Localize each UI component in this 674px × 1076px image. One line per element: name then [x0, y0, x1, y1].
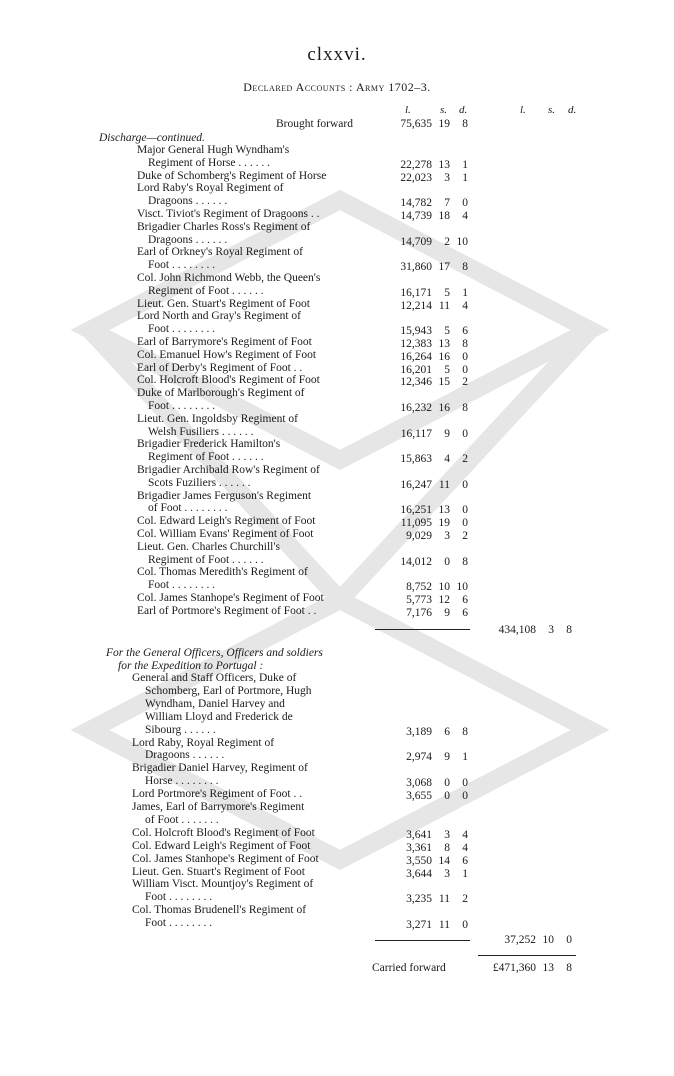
row-amount-l: 3,235 — [406, 893, 432, 906]
row-amount-d: 6 — [462, 594, 468, 606]
row-amount-s: 0 — [444, 790, 450, 803]
row-amount-d: 8 — [462, 338, 468, 350]
row-amount-s: 16 — [438, 402, 450, 414]
row-amount-l: 3,361 — [406, 841, 432, 854]
row-amount-s: 5 — [444, 286, 450, 299]
row-label-line: Col. Edward Leigh's Regiment of Foot — [132, 839, 311, 852]
row-label-line: of Foot . . . . . . . — [145, 813, 219, 826]
row-amount-d: 1 — [462, 286, 468, 299]
section1-total-s: 3 — [548, 624, 554, 636]
row-amount-s: 14 — [438, 854, 450, 867]
row-amount-d: 0 — [462, 504, 468, 517]
row-amount-d: 0 — [462, 517, 468, 530]
row-amount-s: 3 — [444, 171, 450, 184]
row-amount-l: 22,023 — [400, 171, 432, 184]
column-header-l2: l. — [520, 104, 526, 116]
row-amount-l: 2,974 — [406, 751, 432, 764]
row-amount-s: 5 — [444, 325, 450, 338]
row-label-line: Regiment of Foot . . . . . . — [148, 284, 264, 297]
row-label-line: Regiment of Foot . . . . . . — [148, 451, 264, 464]
brought-forward-l: 75,635 — [400, 118, 432, 130]
row-label-line: Brigadier James Ferguson's Regiment — [137, 489, 312, 502]
row-amount-d: 0 — [462, 197, 468, 210]
row-amount-d: 8 — [462, 402, 468, 414]
row-amount-d: 8 — [462, 555, 468, 568]
row-label-line: Scots Fuziliers . . . . . . — [148, 476, 251, 489]
row-label-line: Lord Raby's Royal Regiment of — [137, 182, 284, 195]
row-label-line: Col. Holcroft Blood's Regiment of Foot — [132, 826, 315, 839]
row-amount-d: 1 — [462, 158, 468, 171]
row-amount-d: 6 — [462, 606, 468, 619]
row-amount-d: 1 — [462, 171, 468, 184]
row-amount-d: 0 — [462, 478, 468, 491]
row-amount-s: 9 — [444, 606, 450, 619]
column-header-s1: s. — [440, 104, 448, 116]
row-amount-l: 12,346 — [400, 376, 432, 389]
row-amount-d: 8 — [462, 261, 468, 274]
row-amount-l: 3,068 — [406, 777, 432, 790]
row-amount-s: 11 — [438, 919, 450, 932]
row-label-line: Welsh Fusiliers . . . . . . — [148, 425, 254, 438]
row-label-line: Col. John Richmond Webb, the Queen's — [137, 272, 321, 284]
row-label-line: Col. Thomas Meredith's Regiment of — [137, 566, 308, 579]
row-amount-l: 31,860 — [400, 261, 432, 274]
section2-title-line1: For the General Officers, Officers and soldiers — [106, 647, 323, 659]
row-label-line: Lieut. Gen. Charles Churchill's — [137, 540, 280, 553]
row-label-line: William Lloyd and Frederick de — [145, 710, 293, 723]
row-amount-s: 4 — [444, 453, 450, 466]
row-amount-s: 11 — [438, 478, 450, 491]
row-label-line: Lord North and Gray's Regiment of — [137, 310, 301, 323]
row-amount-d: 1 — [462, 751, 468, 764]
row-label-line: Lieut. Gen. Stuart's Regiment of Foot — [132, 865, 305, 878]
row-label-line: Earl of Portmore's Regiment of Foot . . — [137, 604, 317, 617]
row-amount-l: 14,012 — [400, 555, 432, 568]
row-amount-d: 2 — [462, 376, 468, 389]
row-amount-d: 0 — [462, 790, 468, 803]
section2-total-s: 10 — [542, 934, 554, 946]
row-amount-l: 14,782 — [400, 197, 432, 210]
row-amount-d: 4 — [462, 828, 468, 841]
row-amount-s: 15 — [438, 376, 450, 389]
row-amount-s: 3 — [444, 828, 450, 841]
row-amount-l: 16,171 — [400, 286, 432, 299]
row-amount-s: 3 — [444, 867, 450, 880]
row-amount-s: 0 — [444, 777, 450, 790]
row-amount-l: 16,232 — [400, 402, 432, 414]
section1-total-d: 8 — [566, 624, 572, 636]
row-amount-l: 16,247 — [400, 478, 432, 491]
row-amount-d: 1 — [462, 867, 468, 880]
carried-forward-label: Carried forward — [372, 962, 446, 974]
row-label-line: Duke of Schomberg's Regiment of Horse — [137, 169, 327, 182]
row-label-line: Dragoons . . . . . . — [148, 233, 228, 246]
row-amount-s: 5 — [444, 363, 450, 376]
row-amount-d: 6 — [462, 325, 468, 338]
row-label-line: James, Earl of Barrymore's Regiment — [132, 801, 305, 813]
row-label-line: Major General Hugh Wyndham's — [137, 144, 290, 156]
row-label-line: General and Staff Officers, Duke of — [132, 672, 297, 684]
row-amount-l: 3,655 — [406, 790, 432, 803]
column-header-d1: d. — [459, 104, 468, 116]
row-label-line: Foot . . . . . . . . — [145, 917, 213, 930]
row-amount-s: 8 — [444, 841, 450, 854]
row-label-line: Dragoons . . . . . . — [145, 749, 225, 762]
row-label-line: Foot . . . . . . . . — [148, 400, 216, 412]
row-label-line: Brigadier Daniel Harvey, Regiment of — [132, 762, 308, 775]
section1-total-l: 434,108 — [498, 624, 536, 636]
section2-total-d: 0 — [566, 934, 572, 946]
row-label-line: Visct. Tiviot's Regiment of Dragoons . . — [137, 208, 320, 220]
row-amount-d: 10 — [456, 235, 468, 248]
row-amount-d: 2 — [462, 453, 468, 466]
row-amount-d: 2 — [462, 893, 468, 906]
row-amount-l: 12,383 — [400, 338, 432, 350]
row-label-line: Foot . . . . . . . . — [148, 259, 216, 272]
column-header-l1: l. — [405, 104, 411, 116]
row-amount-l: 16,251 — [400, 504, 432, 517]
row-amount-d: 10 — [456, 581, 468, 594]
row-amount-l: 16,264 — [400, 350, 432, 363]
carried-forward-d: 8 — [566, 962, 572, 974]
section2-title-line2: for the Expedition to Portugal : — [118, 660, 264, 672]
row-label-line: Col. Holcroft Blood's Regiment of Foot — [137, 374, 320, 387]
row-amount-s: 9 — [444, 751, 450, 764]
row-label-line: of Foot . . . . . . . . — [148, 502, 228, 515]
row-label-line: Dragoons . . . . . . — [148, 195, 228, 208]
section1-rule — [375, 629, 470, 630]
row-amount-s: 11 — [438, 893, 450, 906]
row-label-line: Foot . . . . . . . . — [148, 323, 216, 336]
row-amount-d: 0 — [462, 363, 468, 376]
row-amount-s: 0 — [444, 555, 450, 568]
page-number: clxxvi. — [307, 44, 367, 65]
column-header-s2: s. — [548, 104, 556, 116]
row-amount-s: 16 — [438, 350, 450, 363]
row-amount-l: 9,029 — [406, 530, 432, 542]
carried-forward-s: 13 — [542, 962, 554, 974]
row-amount-d: 0 — [462, 427, 468, 440]
row-amount-l: 16,117 — [400, 427, 432, 440]
row-label-line: Lieut. Gen. Stuart's Regiment of Foot — [137, 297, 310, 310]
row-label-line: Col. James Stanhope's Regiment of Foot — [132, 852, 319, 865]
row-amount-s: 6 — [444, 725, 450, 738]
row-label-line: Foot . . . . . . . . — [145, 891, 213, 904]
row-label-line: Brigadier Archibald Row's Regiment of — [137, 464, 320, 476]
column-header-d2: d. — [568, 104, 577, 116]
section2-total-l: 37,252 — [504, 934, 536, 946]
row-amount-l: 7,176 — [406, 606, 432, 619]
section1-title: Discharge—continued. — [99, 132, 205, 144]
row-amount-l: 3,644 — [406, 867, 432, 880]
row-label-line: Regiment of Horse . . . . . . — [148, 156, 271, 169]
carried-forward-rule — [478, 955, 576, 956]
row-amount-d: 8 — [462, 725, 468, 738]
row-amount-s: 19 — [438, 517, 450, 530]
page-heading: Declared Accounts : Army 1702–3. — [243, 80, 431, 94]
brought-forward-label: Brought forward — [276, 118, 353, 130]
section2-rule — [375, 940, 470, 941]
row-amount-s: 13 — [438, 158, 450, 171]
row-label-line: Sibourg . . . . . . — [145, 723, 216, 736]
row-amount-d: 4 — [462, 299, 468, 312]
row-label-line: Earl of Barrymore's Regiment of Foot — [137, 336, 312, 348]
row-amount-s: 17 — [438, 261, 450, 274]
row-label-line: Col. Thomas Brudenell's Regiment of — [132, 904, 307, 917]
row-amount-s: 7 — [444, 197, 450, 210]
row-amount-s: 18 — [438, 210, 450, 222]
row-label-line: Col. William Evans' Regiment of Foot — [137, 528, 314, 540]
row-label-line: Schomberg, Earl of Portmore, Hugh — [145, 684, 312, 697]
row-amount-d: 4 — [462, 841, 468, 854]
row-amount-l: 14,739 — [400, 210, 432, 222]
row-label-line: Lord Raby, Royal Regiment of — [132, 736, 275, 749]
carried-forward-l: £471,360 — [492, 962, 536, 974]
row-amount-s: 2 — [444, 235, 450, 248]
row-amount-s: 10 — [438, 581, 450, 594]
row-amount-s: 13 — [438, 504, 450, 517]
brought-forward-d: 8 — [462, 118, 468, 130]
row-amount-d: 0 — [462, 919, 468, 932]
row-amount-l: 16,201 — [400, 363, 432, 376]
row-amount-l: 5,773 — [406, 594, 432, 606]
brought-forward-s: 19 — [438, 118, 450, 130]
row-amount-d: 4 — [462, 210, 468, 222]
row-label-line: Horse . . . . . . . . — [145, 775, 219, 788]
row-label-line: Earl of Orkney's Royal Regiment of — [137, 246, 303, 259]
row-label-line: Col. Emanuel How's Regiment of Foot — [137, 348, 317, 361]
row-label-line: Brigadier Frederick Hamilton's — [137, 438, 281, 451]
row-amount-d: 6 — [462, 854, 468, 867]
row-amount-l: 3,550 — [406, 854, 432, 867]
row-label-line: Col. Edward Leigh's Regiment of Foot — [137, 515, 316, 528]
row-label-line: Brigadier Charles Ross's Regiment of — [137, 220, 311, 233]
row-amount-l: 3,641 — [406, 828, 432, 841]
row-label-line: Duke of Marlborough's Regiment of — [137, 387, 305, 400]
row-label-line: Col. James Stanhope's Regiment of Foot — [137, 592, 324, 604]
row-label-line: Regiment of Foot . . . . . . — [148, 553, 264, 566]
row-amount-s: 9 — [444, 427, 450, 440]
row-amount-l: 3,189 — [406, 725, 432, 738]
row-amount-d: 0 — [462, 350, 468, 363]
row-label-line: Wyndham, Daniel Harvey and — [145, 697, 285, 710]
row-amount-d: 2 — [462, 530, 468, 542]
row-amount-s: 12 — [438, 594, 450, 606]
row-label-line: William Visct. Mountjoy's Regiment of — [132, 878, 314, 891]
row-amount-l: 12,214 — [400, 299, 432, 312]
row-amount-l: 15,863 — [400, 453, 432, 466]
row-amount-d: 0 — [462, 777, 468, 790]
row-label-line: Lord Portmore's Regiment of Foot . . — [132, 788, 303, 801]
row-label-line: Lieut. Gen. Ingoldsby Regiment of — [137, 412, 298, 425]
row-amount-s: 3 — [444, 530, 450, 542]
row-amount-s: 13 — [438, 338, 450, 350]
row-amount-s: 11 — [438, 299, 450, 312]
row-label-line: Foot . . . . . . . . — [148, 579, 216, 592]
row-amount-l: 22,278 — [400, 158, 432, 171]
row-label-line: Earl of Derby's Regiment of Foot . . — [137, 361, 303, 374]
row-amount-l: 3,271 — [406, 919, 432, 932]
row-amount-l: 14,709 — [400, 235, 432, 248]
row-amount-l: 15,943 — [400, 325, 432, 338]
row-amount-l: 11,095 — [400, 517, 432, 530]
row-amount-l: 8,752 — [406, 581, 432, 594]
